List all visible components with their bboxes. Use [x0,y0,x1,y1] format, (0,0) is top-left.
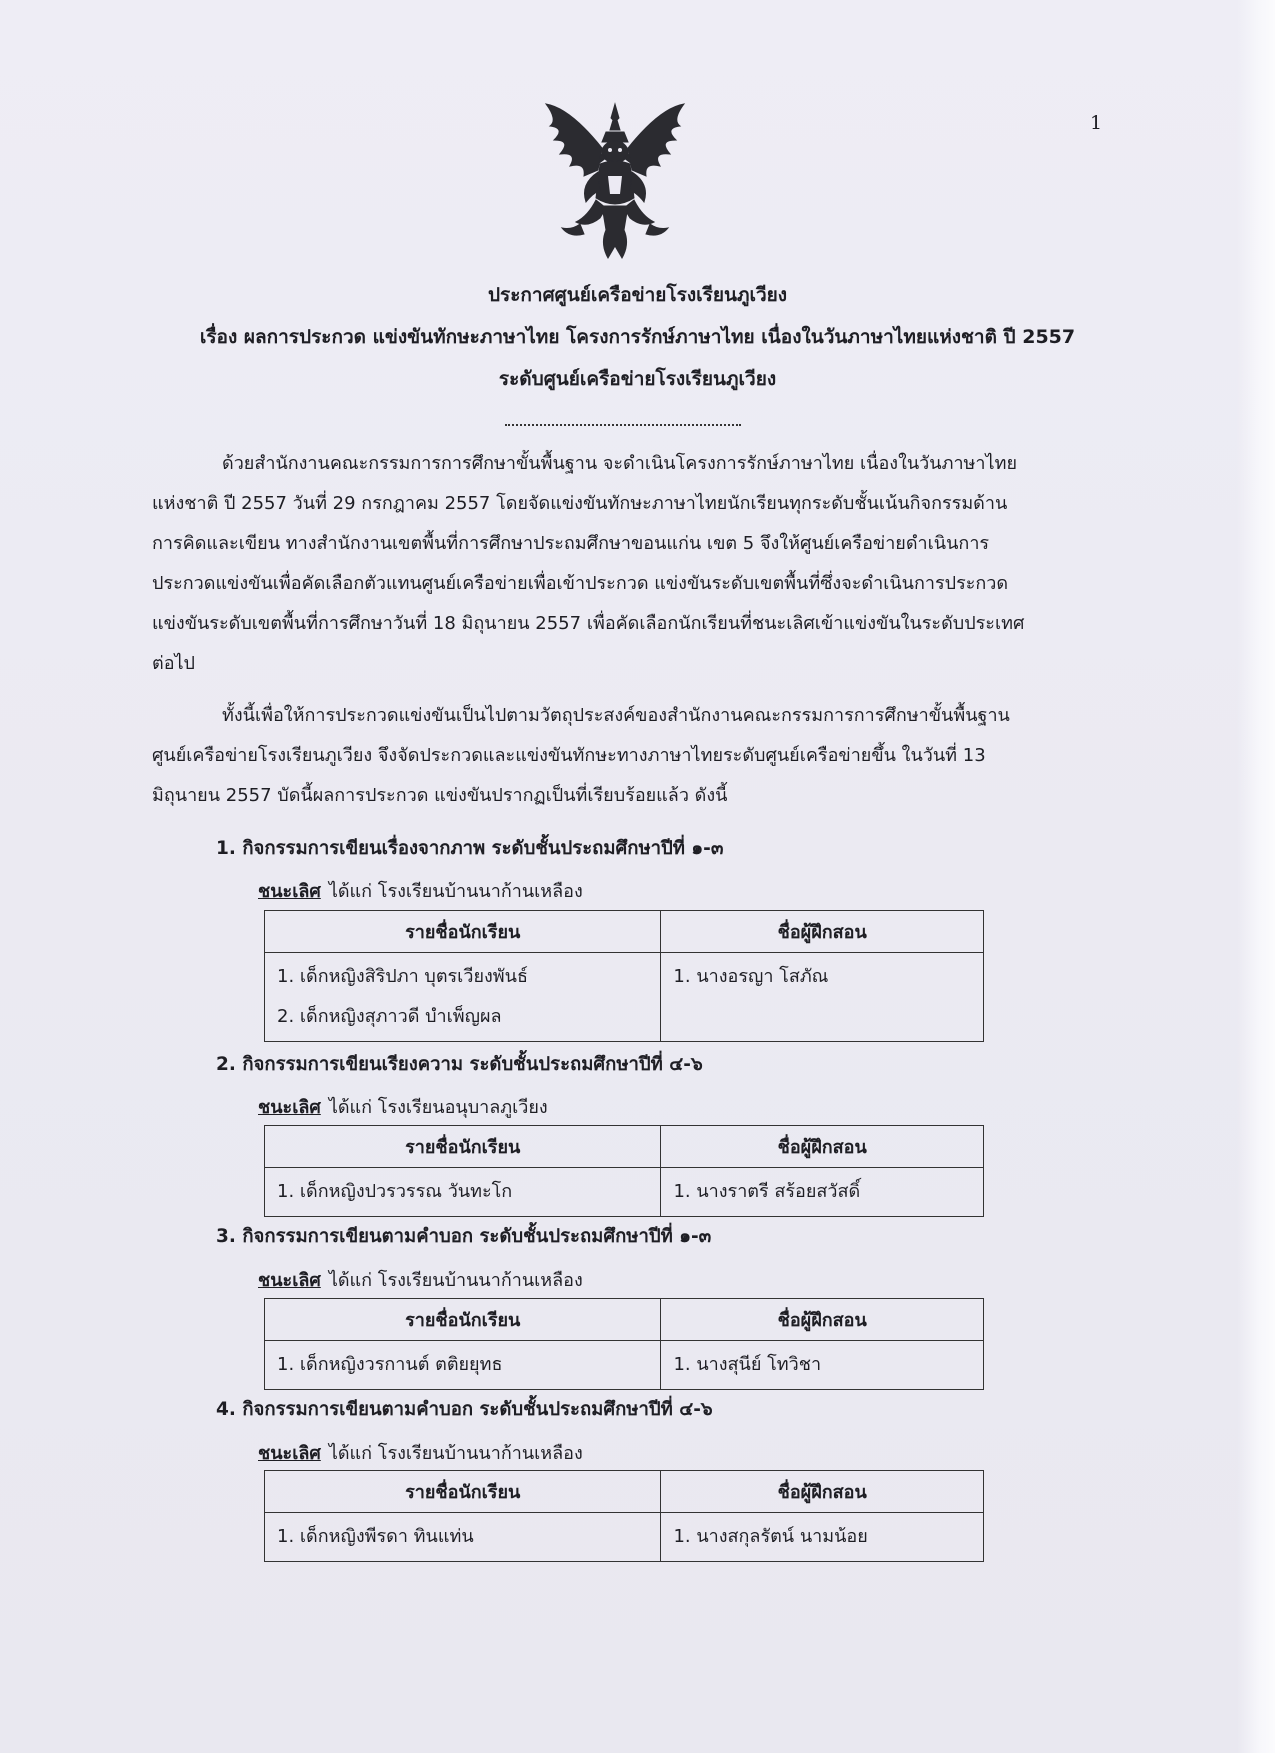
student-name: 2. เด็กหญิงสุภาวดี บำเพ็ญผล [277,1006,502,1027]
winner-school: ได้แก่ โรงเรียนบ้านนาก้านเหลือง [328,881,583,902]
header-trainer: ชื่อผู้ฝึกสอน [661,1299,984,1341]
section-2-winner [258,1092,548,1121]
table-row [265,953,984,1042]
heading-subject: เรื่อง ผลการประกวด แข่งขันทักษะภาษาไทย โครงการรักษ์ภาษาไทย เนื่องในวันภาษาไทยแห่งชาติ ปี 2557 [199,326,1076,348]
winner-label: ชนะเลิศ [258,1443,321,1464]
section-2-table [264,1125,984,1217]
trainer-cell: 1. นางอรญา โสภัณ [661,953,984,1042]
table-header-row [265,1471,984,1513]
winner-school: ได้แก่ โรงเรียนบ้านนาก้านเหลือง [328,1443,583,1464]
paragraph-line: ประกวดแข่งขันเพื่อคัดเลือกตัวแทนศูนย์เครือข่ายเพื่อเข้าประกวด แข่งขันระดับเขตพื้นที่ซึ่งจะดำเนินการประกวด [152,573,1009,594]
section-3-title: 3. กิจกรรมการเขียนตามคำบอก ระดับชั้นประถมศึกษาปีที่ ๑-๓ [216,1226,712,1247]
student-name: 1. เด็กหญิงปวรวรรณ วันทะโก [277,1181,513,1202]
student-name: 1. เด็กหญิงวรกานต์ ตติยยุทธ [277,1354,503,1375]
header-trainer: ชื่อผู้ฝึกสอน [661,911,984,953]
student-name: 1. เด็กหญิงพีรดา ทินแท่น [277,1526,474,1547]
students-cell [265,953,661,1042]
section-3-table [264,1298,984,1390]
section-1-title: 1. กิจกรรมการเขียนเรื่องจากภาพ ระดับชั้นประถมศึกษาปีที่ ๑-๓ [216,838,724,859]
paragraph-line: ต่อไป [152,653,195,674]
paragraph-line: แห่งชาติ ปี 2557 วันที่ 29 กรกฎาคม 2557 โดยจัดแข่งขันทักษะภาษาไทยนักเรียนทุกระดับชั้นเน้นกิจกรรมด้าน [152,493,1008,514]
header-students: รายชื่อนักเรียน [265,1299,661,1341]
paragraph-line: การคิดและเขียน ทางสำนักงานเขตพื้นที่การศึกษาประถมศึกษาขอนแก่น เขต 5 จึงให้ศูนย์เครือข่ายดำเนินการ [152,533,990,554]
page-number: 1 [1090,112,1103,134]
paragraph-1 [152,444,1097,684]
header-trainer: ชื่อผู้ฝึกสอน [661,1471,984,1513]
table-row [265,1168,984,1217]
trainer-cell: 1. นางสุนีย์ โทวิชา [661,1341,984,1390]
paragraph-line: แข่งขันระดับเขตพื้นที่การศึกษาวันที่ 18 มิถุนายน 2557 เพื่อคัดเลือกนักเรียนที่ชนะเลิศเข้าแข่งขันในระดับประเทศ [152,613,1025,634]
paragraph-2 [152,696,1097,816]
students-cell [265,1341,661,1390]
winner-label: ชนะเลิศ [258,1270,321,1291]
header-students: รายชื่อนักเรียน [265,911,661,953]
students-cell [265,1168,661,1217]
heading-level: ระดับศูนย์เครือข่ายโรงเรียนภูเวียง [498,368,777,390]
dotted-separator [505,418,741,426]
student-name: 1. เด็กหญิงสิริปภา บุตรเวียงพันธ์ [277,966,528,987]
section-3-winner [258,1265,583,1294]
winner-school: ได้แก่ โรงเรียนอนุบาลภูเวียง [328,1097,548,1118]
winner-label: ชนะเลิศ [258,1097,321,1118]
header-students: รายชื่อนักเรียน [265,1471,661,1513]
section-4-title: 4. กิจกรรมการเขียนตามคำบอก ระดับชั้นประถมศึกษาปีที่ ๔-๖ [216,1399,713,1420]
paragraph-line: มิถุนายน 2557 บัดนี้ผลการประกวด แข่งขันปรากฏเป็นที่เรียบร้อยแล้ว ดังนี้ [152,785,728,806]
section-1-table [264,910,984,1042]
winner-label: ชนะเลิศ [258,881,321,902]
section-4-winner [258,1438,583,1467]
table-row [265,1513,984,1562]
page-edge [1237,0,1275,1753]
header-trainer: ชื่อผู้ฝึกสอน [661,1126,984,1168]
section-4-table [264,1470,984,1562]
table-header-row [265,1299,984,1341]
students-cell [265,1513,661,1562]
paragraph-line: ศูนย์เครือข่ายโรงเรียนภูเวียง จึงจัดประกวดและแข่งขันทักษะทางภาษาไทยระดับศูนย์เครือข่ายขึ้น ในวันที่ 13 [152,745,986,766]
trainer-cell: 1. นางสกุลรัตน์ นามน้อย [661,1513,984,1562]
section-2-title: 2. กิจกรรมการเขียนเรียงความ ระดับชั้นประถมศึกษาปีที่ ๔-๖ [216,1054,703,1075]
table-header-row [265,1126,984,1168]
header-students: รายชื่อนักเรียน [265,1126,661,1168]
heading-title: ประกาศศูนย์เครือข่ายโรงเรียนภูเวียง [487,284,788,306]
section-1-winner [258,876,583,905]
paragraph-line: ด้วยสำนักงานคณะกรรมการการศึกษาขั้นพื้นฐาน จะดำเนินโครงการรักษ์ภาษาไทย เนื่องในวันภาษาไทย [222,453,1017,474]
paragraph-line: ทั้งนี้เพื่อให้การประกวดแข่งขันเป็นไปตามวัตถุประสงค์ของสำนักงานคณะกรรมการการศึกษาขั้นพื้นฐาน [222,705,1010,726]
garuda-emblem-icon [540,98,690,266]
table-header-row [265,911,984,953]
winner-school: ได้แก่ โรงเรียนบ้านนาก้านเหลือง [328,1270,583,1291]
trainer-cell: 1. นางราตรี สร้อยสวัสดิ์ [661,1168,984,1217]
table-row [265,1341,984,1390]
